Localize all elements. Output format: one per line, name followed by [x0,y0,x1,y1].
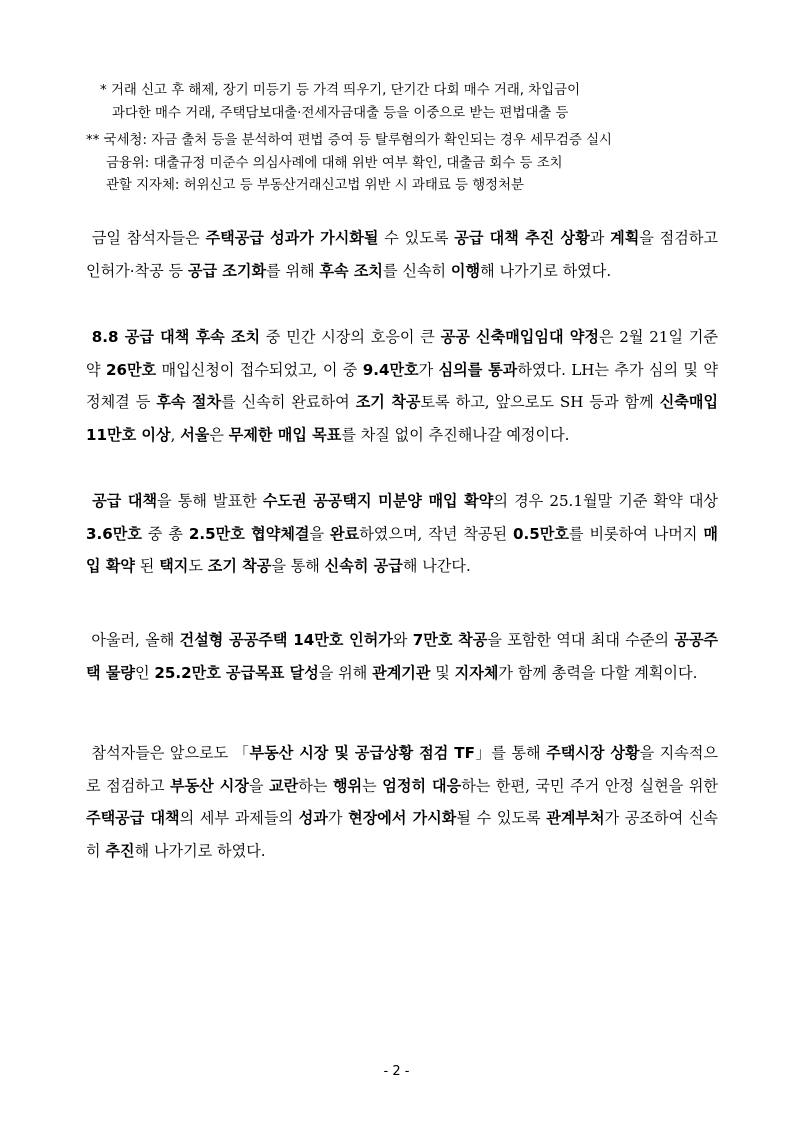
bold-text: 서울 [180,425,210,444]
text: 된 [135,557,160,576]
bold-text: 공공 신축매입임대 약정 [440,328,599,346]
bold-text: 주택공급 대책 [86,809,180,828]
bold-text: 부동산 시장 및 공급상황 점검 TF [249,744,475,762]
text: , [170,425,181,444]
paragraph-3 [86,485,718,583]
bold-text: 교란 [269,776,299,795]
text: 가 공조하여 신속히 [86,809,718,860]
text: 가 함께 총력을 다할 계획이다. [498,663,698,682]
text: 를 신속히 [382,261,451,280]
text: 해 나간다. [402,557,471,576]
text: 을 지속적으로 점검하고 [86,744,718,795]
text: 매입신청이 접수되었고, 이 중 [156,360,363,379]
footnote-2-line-3: 관할 지자체: 허위신고 등 부동산거래신고법 위반 시 과태료 등 행정처분 [106,178,524,193]
bold-text: 관계기관 [372,663,431,682]
text: 은 2월 21일 기준 약 [86,328,718,379]
text: 를 차질 없이 추진해나갈 예정이다. [341,425,570,444]
bold-text: 2.5만호 협약체결 [188,524,310,543]
bold-text: 9.4만호 [362,360,419,379]
text: 」를 통해 [474,744,547,762]
bold-text: 후속 조치 [319,261,383,280]
bold-text: 조기 착공 [355,393,421,412]
paragraph-2 [86,321,718,451]
bold-text: 지자체 [454,663,499,682]
bold-text: 주택공급 성과가 가시화될 [205,229,379,247]
text: 하였으며, 작년 착공된 [359,524,514,543]
text: 하였다. LH는 추가 심의 및 약정체결 등 [86,360,718,412]
text: 가 [327,809,349,828]
text: 의 세부 과제들의 [179,809,299,828]
text: 될 수 있도록 [456,809,547,828]
text: 중 민간 시장의 호응이 큰 [260,328,441,346]
bold-text: 건설형 공공주택 14만호 인허가 [179,631,393,649]
text: 은 [209,425,229,444]
text: 을 [248,776,270,795]
bold-text: 신축매입 11만호 이상 [86,393,719,444]
bold-text: 주택시장 상황 [546,744,640,762]
footnote-2-line-1: ** 국세청: 자금 출처 등을 분석하여 편법 증여 등 탈루혐의가 확인되는 경우 세무검증 실시 [86,133,612,148]
bold-text: 후속 절차 [156,393,222,412]
bold-text: 성과 [298,809,328,828]
text: 와 [392,631,413,649]
bold-text: 공급 대책 추진 상황 [454,229,590,247]
bold-text: 엄정히 대응 [382,776,462,795]
bold-text: 현장에서 가시화 [348,809,457,828]
bold-text: 택지 [159,557,189,576]
text: 과 [589,229,611,247]
bold-text: 부동산 시장 [170,776,249,795]
bold-text: 공공주택 물량 [86,631,718,682]
bold-text: 3.6만호 [86,524,142,543]
text: 을 통해 [271,557,325,576]
bold-text: 공급 대책 [92,492,158,510]
footnote-1-line-2: 과다한 매수 거래, 주택담보대출·전세자금대출 등을 이중으로 받는 편법대출 등 [112,105,569,121]
footnotes [86,80,736,198]
paragraph-4 [86,624,718,689]
text: 을 통해 발표한 [157,492,263,510]
text: 도 [188,557,208,576]
bold-text: 7만호 착공 [412,631,488,649]
bold-text: 0.5만호 [513,524,569,543]
bold-text: 무제한 매입 목표 [228,425,342,444]
text: 가 [418,360,439,379]
text: 를 신속히 완료하여 [221,393,356,412]
text: 의 경우 25.1월말 기준 확약 대상 [493,492,718,510]
text: 을 위해 [318,663,373,682]
text: 아울러, 올해 [91,631,180,649]
text: 참석자들은 앞으로도 「 [91,744,250,762]
bold-text: 관계부처 [546,809,605,828]
page-number: - 2 - [383,1064,410,1079]
text: 을 포함한 역대 최대 수준의 [487,631,675,649]
bold-text: 추진 [105,841,135,860]
paragraph-5 [86,737,718,867]
text: 을 [309,524,331,543]
bold-text: 완료 [330,524,360,543]
bold-text: 수도권 공공택지 미분양 매입 확약 [262,492,494,510]
bold-text: 행위 [332,776,363,795]
text: 하는 한편, 국민 주거 안정 실현을 위한 [461,776,719,795]
bold-text: 심의를 통과 [438,360,518,379]
text: 를 위해 [266,261,320,280]
paragraph-1 [86,222,718,287]
text: 해 나가기로 하였다. [480,261,612,280]
text: 해 나가기로 하였다. [134,841,266,860]
text: 을 점검하고 인허가·착공 등 [86,229,718,280]
text: 금일 참석자들은 [91,229,206,247]
bold-text: 8.8 공급 대책 후속 조치 [91,328,261,346]
text: 인 [135,663,155,682]
text: 및 [430,663,455,682]
bold-text: 공급 조기화 [187,261,267,280]
text: 는 [362,776,383,795]
bold-text: 26만호 [105,360,157,379]
bold-text: 계획 [610,229,640,247]
footnote-1-line-1: * 거래 신고 후 해제, 장기 미등기 등 가격 띄우기, 단기간 다회 매수 거래, 차입금이 [100,83,581,98]
bold-text: 신속히 공급 [324,557,403,576]
text: 를 비롯하여 나머지 [568,524,704,543]
bold-text: 25.2만호 공급목표 달성 [154,663,319,682]
footnote-2-line-2: 금융위: 대출규정 미준수 의심사례에 대해 위반 여부 확인, 대출금 회수 등 조치 [106,155,563,171]
text: 토록 하고, 앞으로도 SH 등과 함께 [420,393,660,412]
text: 수 있도록 [378,229,455,247]
text: 하는 [298,776,333,795]
bold-text: 이행 [450,261,481,280]
bold-text: 조기 착공 [207,557,272,576]
bold-text: 매입 확약 [86,524,718,576]
text: 중 총 [141,524,189,543]
